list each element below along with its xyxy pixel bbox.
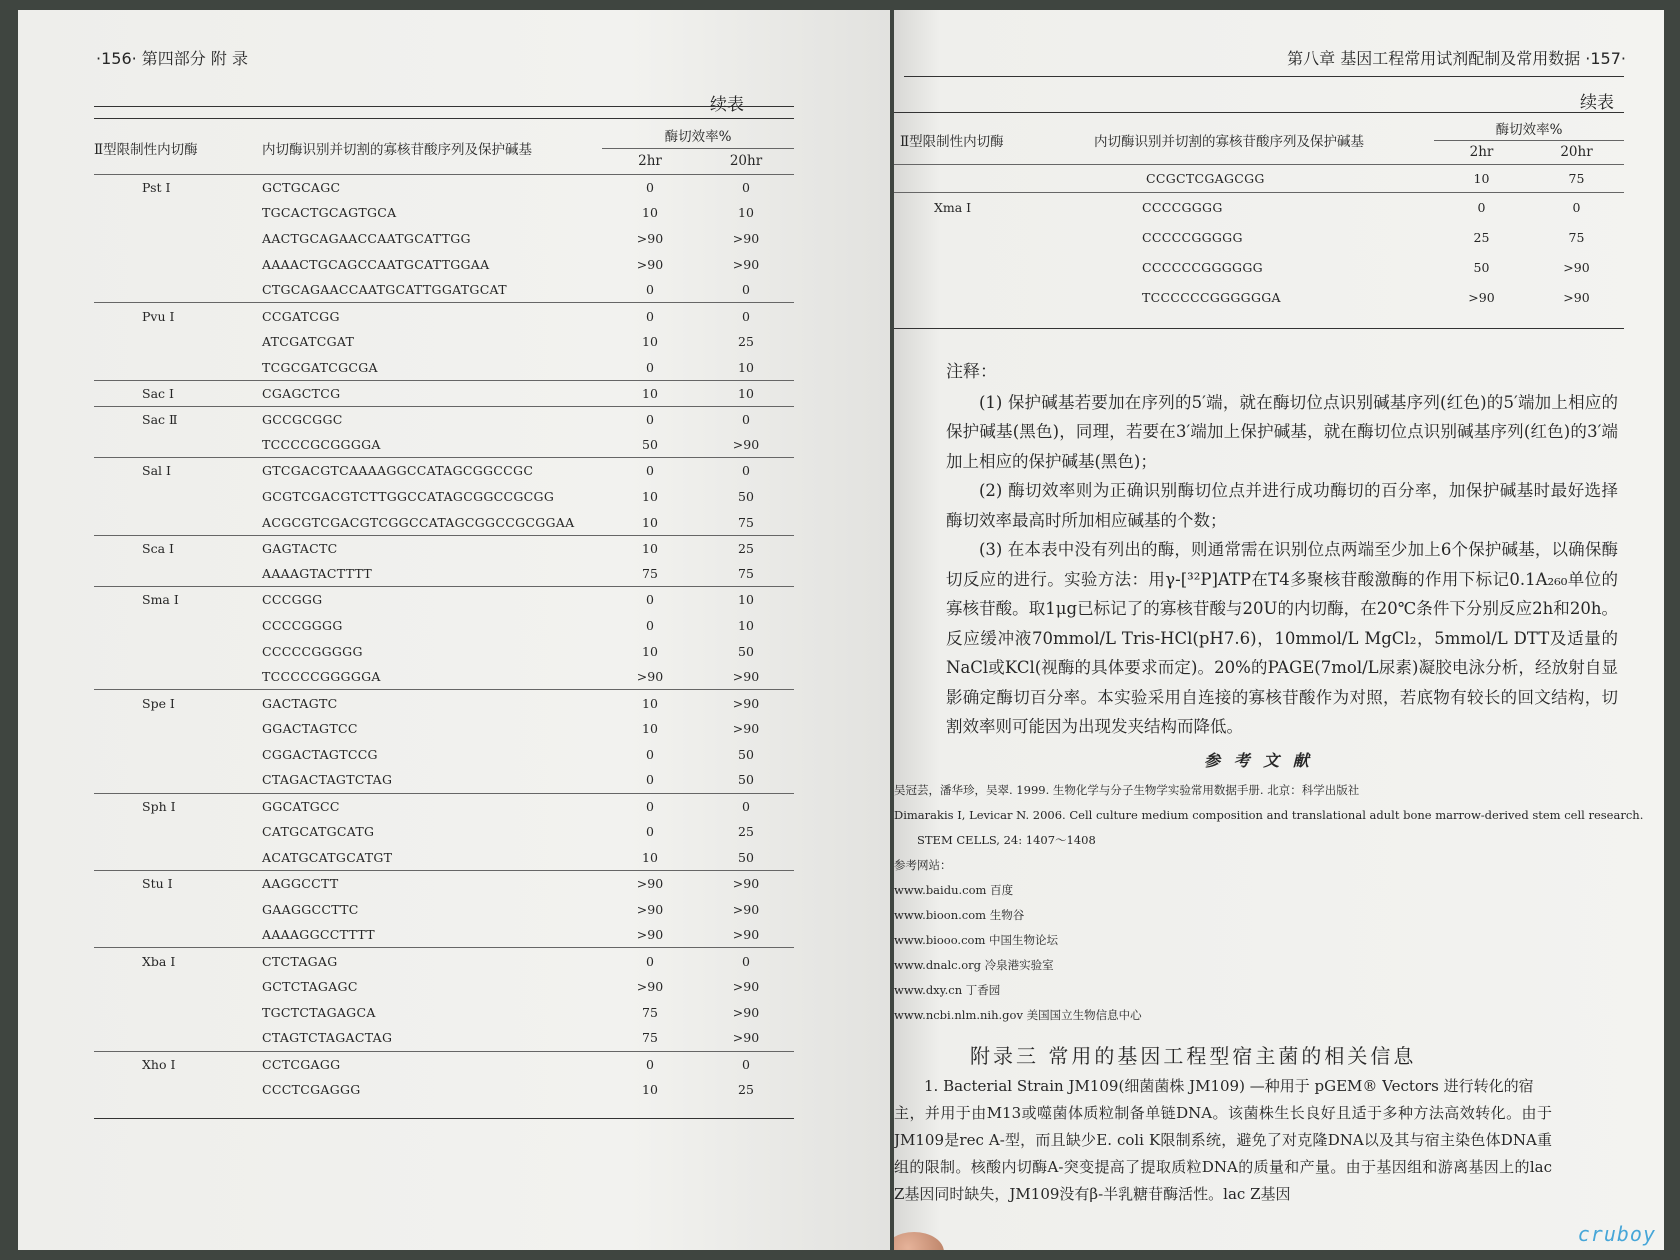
efficiency-20hr-cell: 25 [698,535,794,561]
website-item: www.bioon.com 生物谷 [894,908,1025,922]
efficiency-2hr-cell: 75 [642,566,658,582]
sequence-cell: CTAGACTAGTCTAG [262,772,393,788]
table-row [94,767,794,793]
enzyme-name-cell: Stu Ⅰ [94,871,262,897]
efficiency-2hr-cell: >90 [636,230,664,246]
appendix-title: 附录三 常用的基因工程型宿主菌的相关信息 [970,1044,1417,1068]
col-header-efficiency: 酶切效率% [602,122,794,148]
table-row [94,1051,794,1077]
enzyme-name-cell: Sac Ⅰ [94,380,262,406]
sequence-cell: AACTGCAGAACCAATGCATTGG [262,230,471,246]
efficiency-2hr-cell: >90 [602,871,698,897]
table-row [94,1025,794,1051]
watermark: cruboy [1577,1222,1656,1246]
sequence-cell: TGCACTGCAGTGCA [262,205,397,221]
sequence-cell: CCGATCGG [262,303,602,329]
sequence-cell: GGCATGCC [262,793,602,819]
col-header-sequence: 内切酶识别并切割的寡核苷酸序列及保护碱基 [262,141,532,158]
efficiency-20hr-cell: >90 [732,669,760,685]
website-item: www.dxy.cn 丁香园 [894,983,1001,997]
efficiency-20hr-cell: 25 [738,824,754,840]
efficiency-2hr-cell: 0 [602,406,698,432]
efficiency-20hr-cell: 50 [738,488,754,504]
website-item: www.ncbi.nlm.nih.gov 美国国立生物信息中心 [894,1008,1142,1022]
notes-section [946,358,1618,742]
enzyme-name-cell: Spe Ⅰ [94,690,262,716]
table-row [94,251,794,277]
header-rule [94,106,794,107]
efficiency-20hr-cell: >90 [732,1030,760,1046]
table-bottom-rule [94,1118,794,1119]
efficiency-2hr-cell: 10 [642,205,658,221]
efficiency-2hr-cell: 0 [1434,192,1529,222]
appendix-subtitle: 1. Bacterial Strain JM109(细菌菌株 JM109) —种用于 pGEM® Vectors 进行转化的宿 [924,1077,1534,1095]
note-item-2: (2) 酶切效率则为正确识别酶切位点并进行成功酶切的百分率，加保护碱基时最好选择酶切效率最高时所加相应碱基的个数； [946,481,1618,530]
note-item-3: (3) 在本表中没有列出的酶，则通常需在识别位点两端至少加上6个保护碱基，以确保酶切反应的进行。实验方法：用γ-[³²P]ATP在T4多聚核苷酸激酶的作用下标记0.1A₂₆₀单位的寡核苷酸。取1μg已标记了的寡核苷酸与20U的内切酶，在20℃条件下分别反应2h和20h。反应缓冲液70mmol/L Tris-HCl(pH7.6)，10mmol/L MgCl₂，5mmol/L DTT及适量的NaCl或KCl(视酶的具体要求而定)。20%的PAGE(7mol/L尿素)凝胶电泳分析，经放射自显影确定酶切百分率。本实验采用自连接的寡核苷酸作为对照，若底物有较长的回文结构，切割效率则可能因为出现发夹结构而降低。 [946,540,1618,736]
continued-label: 续表 [710,95,744,115]
efficiency-20hr-cell: 0 [698,458,794,484]
col-header-20hr: 20hr [729,153,763,169]
table-row [94,638,794,664]
table-row [94,845,794,871]
sequence-cell: CCCTCGAGGG [262,1082,361,1098]
col-header-enzyme: Ⅱ型限制性内切酶 [94,141,198,158]
efficiency-2hr-cell: 10 [642,721,658,737]
efficiency-20hr-cell: >90 [732,927,760,943]
col-header-2hr: 2hr [1469,144,1494,160]
efficiency-2hr-cell: >90 [636,901,664,917]
sequence-cell: GCCGCGGC [262,406,602,432]
notes-title: 注释： [946,362,997,382]
sequence-cell: GCTGCAGC [262,174,602,200]
sequence-cell: AAAACTGCAGCCAATGCATTGGAA [262,256,490,272]
efficiency-2hr-cell: 0 [646,617,654,633]
table-row [94,226,794,252]
sequence-cell: TGCTCTAGAGCA [262,1004,376,1020]
sequence-cell: AAAAGGCCTTTT [262,927,375,943]
enzyme-name-cell: Sph Ⅰ [94,793,262,819]
efficiency-20hr-cell: 10 [738,359,754,375]
table-row [94,174,794,200]
sequence-cell: GGACTAGTCC [262,721,358,737]
sequence-cell: GAGTACTC [262,535,602,561]
sequence-cell: GCGTCGACGTCTTGGCCATAGCGGCCGCGG [262,488,555,504]
efficiency-2hr-cell: 0 [602,793,698,819]
references-list [894,778,1643,1028]
efficiency-2hr-cell: 10 [642,514,658,530]
efficiency-20hr-cell: 50 [738,643,754,659]
table-row [94,432,794,458]
efficiency-20hr-cell: 0 [742,282,750,298]
sequence-cell: CCCGGG [262,587,602,613]
efficiency-2hr-cell: 10 [1434,164,1529,192]
table-row [94,974,794,1000]
efficiency-20hr-cell: >90 [732,1004,760,1020]
sequence-cell: CGGACTAGTCCG [262,746,378,762]
table-row [94,355,794,381]
sequence-cell: CCCCCCGGGGGG [1142,259,1263,275]
reference-item: STEM CELLS, 24: 1407～1408 [917,833,1096,847]
efficiency-2hr-cell: 0 [602,587,698,613]
sequence-cell: GCTCTAGAGC [262,979,358,995]
table-row [94,277,794,303]
efficiency-2hr-cell: 10 [642,849,658,865]
efficiency-2hr-cell: 0 [646,359,654,375]
right-page-header: 第八章 基因工程常用试剂配制及常用数据 ·157· [1287,49,1626,68]
col-header-enzyme: Ⅱ型限制性内切酶 [900,133,1004,150]
header-rule [904,76,1624,77]
table-row [894,164,1624,192]
table-row [94,200,794,226]
efficiency-2hr-cell: 50 [642,437,658,453]
references-title: 参 考 文 献 [1204,751,1313,770]
efficiency-20hr-cell: 0 [698,174,794,200]
efficiency-2hr-cell: 10 [602,690,698,716]
table-row [94,561,794,587]
efficiency-20hr-cell: 75 [1568,229,1585,245]
table-row [94,690,794,716]
efficiency-2hr-cell: >90 [636,979,664,995]
table-row [94,406,794,432]
efficiency-20hr-cell: 10 [698,380,794,406]
efficiency-2hr-cell: 0 [646,772,654,788]
table-row [94,1000,794,1026]
sequence-cell: CTAGTCTAGACTAG [262,1030,393,1046]
enzyme-name-cell: Xba Ⅰ [94,948,262,974]
efficiency-2hr-cell: 0 [602,458,698,484]
enzyme-name-cell: Xho Ⅰ [94,1051,262,1077]
efficiency-2hr-cell: 10 [602,380,698,406]
efficiency-20hr-cell: >90 [732,256,760,272]
table-row [94,1077,794,1103]
sequence-cell: GAAGGCCTTC [262,901,359,917]
note-item-1: (1) 保护碱基若要加在序列的5′端，就在酶切位点识别碱基序列(红色)的5′端加上相应的保护碱基(黑色)，同理，若要在3′端加上保护碱基，就在酶切位点识别碱基序列(红色)的3′端加上相应的保护碱基(黑色)； [946,392,1618,471]
efficiency-20hr-cell: 10 [738,617,754,633]
enzyme-name-cell: Pst Ⅰ [94,174,262,200]
sequence-cell: TCCCCGCGGGGA [262,437,381,453]
efficiency-20hr-cell: 25 [738,334,754,350]
table-row [94,896,794,922]
efficiency-20hr-cell: 75 [738,566,754,582]
sequence-cell: ACGCGTCGACGTCGGCCATAGCGGCCGCGGAA [262,514,575,530]
efficiency-20hr-cell: >90 [732,901,760,917]
table-row [94,587,794,613]
table-row [94,329,794,355]
efficiency-2hr-cell: 10 [642,643,658,659]
enzyme-name-cell: Sca Ⅰ [94,535,262,561]
efficiency-2hr-cell: 10 [642,488,658,504]
sequence-cell: CATGCATGCATG [262,824,375,840]
table-row [94,484,794,510]
col-header-2hr: 2hr [638,153,662,169]
table-row [94,380,794,406]
col-header-efficiency: 酶切效率% [1434,116,1624,140]
efficiency-20hr-cell: >90 [732,979,760,995]
sequence-cell: GTCGACGTCAAAAGGCCATAGCGGCCGC [262,458,602,484]
table-row [94,819,794,845]
table-row [94,613,794,639]
enzyme-name-cell: Sal Ⅰ [94,458,262,484]
table-row [894,222,1624,252]
table-row [94,922,794,948]
efficiency-20hr-cell: 0 [698,793,794,819]
efficiency-2hr-cell: 75 [642,1030,658,1046]
efficiency-20hr-cell: >90 [698,871,794,897]
enzyme-table-right [894,116,1624,312]
sequence-cell: GACTAGTC [262,690,602,716]
table-top-rule [94,118,794,119]
efficiency-20hr-cell: 0 [698,948,794,974]
table-top-rule [894,112,1624,113]
sequence-cell: TCCCCCGGGGGA [262,669,381,685]
sequence-cell: CCCCCGGGGG [262,643,363,659]
table-row [94,509,794,535]
efficiency-20hr-cell: >90 [732,721,760,737]
table-row [94,871,794,897]
sequence-cell: CTCTAGAG [262,948,602,974]
sequence-cell: AAGGCCTT [262,871,602,897]
efficiency-2hr-cell: 0 [602,303,698,329]
efficiency-2hr-cell: >90 [1468,289,1495,305]
efficiency-20hr-cell: 0 [698,1051,794,1077]
table-row [894,252,1624,282]
sequence-cell: CCCCGGGG [262,617,343,633]
efficiency-20hr-cell: 10 [738,205,754,221]
continued-label: 续表 [1580,93,1614,113]
appendix-body [894,1073,1552,1208]
efficiency-2hr-cell: 0 [646,282,654,298]
table-row [94,742,794,768]
efficiency-20hr-cell: 0 [698,406,794,432]
efficiency-2hr-cell: >90 [636,256,664,272]
enzyme-name-cell: Pvu Ⅰ [94,303,262,329]
table-row [94,535,794,561]
efficiency-20hr-cell: >90 [732,437,760,453]
efficiency-20hr-cell: >90 [698,690,794,716]
left-page [18,10,890,1250]
efficiency-20hr-cell: 75 [1529,164,1624,192]
table-row [94,793,794,819]
right-page [894,10,1664,1250]
sequence-cell: AAAAGTACTTTT [262,566,372,582]
sequence-cell: CCTCGAGG [262,1051,602,1077]
efficiency-2hr-cell: >90 [636,927,664,943]
sequence-cell: ATCGATCGAT [262,334,355,350]
enzyme-name-cell: Sac Ⅱ [94,406,262,432]
left-page-header: ·156· 第四部分 附 录 [96,49,248,68]
sequence-cell: CTGCAGAACCAATGCATTGGATGCAT [262,282,507,298]
col-header-sequence: 内切酶识别并切割的寡核苷酸序列及保护碱基 [1094,133,1364,150]
reference-item: 吴冠芸，潘华珍，吴翠. 1999. 生物化学与分子生物学实验常用数据手册. 北京：科学出版社 [894,783,1360,797]
website-item: www.dnalc.org 冷泉港实验室 [894,958,1054,972]
table-row [894,192,1624,222]
efficiency-20hr-cell: >90 [1563,289,1590,305]
enzyme-name-cell: Sma Ⅰ [94,587,262,613]
efficiency-2hr-cell: 50 [1473,259,1490,275]
sequence-cell: CCCCCGGGGG [1142,229,1243,245]
efficiency-2hr-cell: 0 [602,174,698,200]
table-row [94,948,794,974]
efficiency-20hr-cell: 10 [698,587,794,613]
sequence-cell: CCCCGGGG [1094,192,1434,222]
table-row [94,303,794,329]
table-row [94,716,794,742]
col-header-20hr: 20hr [1560,144,1593,160]
efficiency-2hr-cell: 25 [1473,229,1490,245]
efficiency-2hr-cell: 0 [602,1051,698,1077]
efficiency-20hr-cell: 75 [738,514,754,530]
website-item: www.baidu.com 百度 [894,883,1014,897]
enzyme-table-left [94,122,794,1103]
efficiency-2hr-cell: 0 [646,824,654,840]
efficiency-2hr-cell: 0 [646,746,654,762]
efficiency-2hr-cell: 10 [642,334,658,350]
efficiency-20hr-cell: 0 [1529,192,1624,222]
efficiency-20hr-cell: 50 [738,772,754,788]
table-row [894,282,1624,312]
sequence-cell: TCGCGATCGCGA [262,359,378,375]
sequence-cell: TCCCCCCGGGGGGA [1142,289,1281,305]
reference-item: 参考网站： [894,858,952,872]
efficiency-2hr-cell: 0 [602,948,698,974]
efficiency-2hr-cell: 75 [642,1004,658,1020]
reference-item: Dimarakis I, Levicar N. 2006. Cell culture medium composition and translational adult bone marrow-derived stem cell research. [894,808,1644,822]
efficiency-20hr-cell: 0 [698,303,794,329]
efficiency-2hr-cell: 10 [602,535,698,561]
website-item: www.biooo.com 中国生物论坛 [894,933,1059,947]
sequence-cell: CGAGCTCG [262,380,602,406]
enzyme-name-cell: Xma Ⅰ [894,192,1094,222]
efficiency-20hr-cell: 50 [738,849,754,865]
table-bottom-rule [894,328,1624,329]
table-row [94,458,794,484]
sequence-cell: ACATGCATGCATGT [262,849,393,865]
sequence-cell: CCGCTCGAGCGG [1094,164,1434,192]
appendix-paragraph: 主，并用于由M13或噬菌体质粒制备单链DNA。该菌株生长良好且适于多种方法高效转化。由于JM109是rec A-型，而且缺少E. coli K限制系统，避免了对克隆DNA以及其与宿主染色体DNA重组的限制。核酸内切酶A-突变提高了提取质粒DNA的质量和产量。由于基因组和游离基因上的lac Z基因同时缺失，JM109没有β-半乳糖苷酶活性。lac Z基因 [894,1104,1552,1203]
efficiency-20hr-cell: 50 [738,746,754,762]
efficiency-2hr-cell: 10 [642,1082,658,1098]
finger-shadow [894,1232,944,1250]
efficiency-20hr-cell: >90 [732,230,760,246]
efficiency-2hr-cell: >90 [636,669,664,685]
efficiency-20hr-cell: >90 [1563,259,1590,275]
efficiency-20hr-cell: 25 [738,1082,754,1098]
table-row [94,664,794,690]
